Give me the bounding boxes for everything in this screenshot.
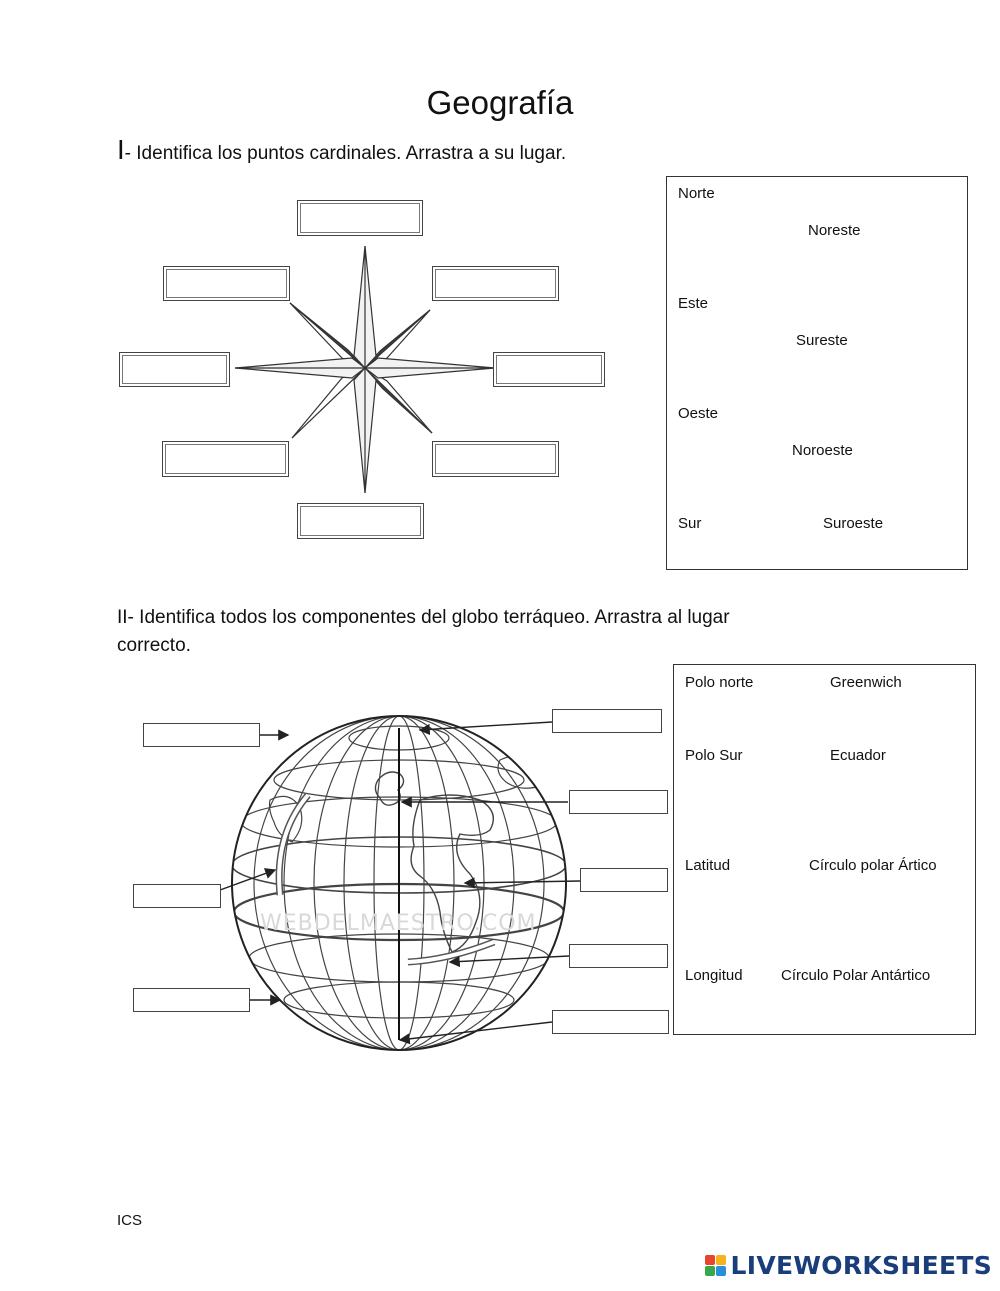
word-noreste[interactable]: Noreste — [808, 222, 861, 239]
compass-drop-west[interactable] — [119, 352, 230, 387]
globe-drop-4[interactable] — [580, 868, 668, 892]
word-ecuador[interactable]: Ecuador — [830, 747, 886, 764]
arrow-6 — [450, 956, 569, 962]
compass-point-se-light — [365, 368, 432, 433]
compass-drop-east[interactable] — [493, 352, 605, 387]
brand-logo-icon — [705, 1255, 726, 1276]
word-suroeste[interactable]: Suroeste — [823, 515, 884, 532]
section1-instruction — [117, 136, 566, 166]
globe-drop-1[interactable] — [143, 723, 260, 747]
word-circulo-polar-artico[interactable]: Círculo polar Ártico — [809, 857, 937, 874]
compass-drop-north[interactable] — [297, 200, 423, 236]
word-norte[interactable]: Norte — [678, 185, 715, 202]
word-bank-cardinal — [666, 176, 968, 570]
brand-name: LIVEWORKSHEETS — [730, 1251, 992, 1280]
watermark: WEBDELMAESTRO.COM — [260, 911, 537, 936]
globe-drop-8[interactable] — [552, 1010, 669, 1034]
globe-drop-6[interactable] — [569, 944, 668, 968]
word-circulo-polar-antartico[interactable]: Círculo Polar Antártico — [781, 967, 931, 984]
word-longitud[interactable]: Longitud — [685, 967, 743, 984]
compass-point-nw-light — [290, 303, 365, 368]
word-sur[interactable]: Sur — [678, 515, 702, 532]
footer-text: ICS — [117, 1212, 143, 1229]
globe-drop-2[interactable] — [552, 709, 662, 733]
word-sureste[interactable]: Sureste — [796, 332, 848, 349]
arrow-5 — [220, 870, 275, 890]
compass-drop-northwest[interactable] — [163, 266, 290, 301]
globe-drop-5[interactable] — [133, 884, 221, 908]
section1-prefix: I — [117, 136, 125, 166]
word-greenwich[interactable]: Greenwich — [830, 674, 902, 691]
word-polo-norte[interactable]: Polo norte — [685, 674, 754, 691]
section2-instruction-line1: II- Identifica todos los componentes del globo terráqueo. Arrastra al lugar — [117, 607, 730, 628]
section2-instruction-line2: correcto. — [117, 635, 191, 656]
page-title: Geografía — [426, 84, 574, 121]
word-noroeste[interactable]: Noroeste — [792, 442, 853, 459]
compass-drop-southeast[interactable] — [432, 441, 559, 477]
brand-logo[interactable] — [705, 1251, 992, 1280]
section2-instruction — [117, 604, 730, 660]
word-oeste[interactable]: Oeste — [678, 405, 719, 422]
globe-drop-3[interactable] — [569, 790, 668, 814]
globe-drop-7[interactable] — [133, 988, 250, 1012]
section1-instruction-text: - Identifica los puntos cardinales. Arrastra a su lugar. — [124, 143, 567, 164]
compass-drop-northeast[interactable] — [432, 266, 559, 301]
compass-drop-southwest[interactable] — [162, 441, 289, 477]
compass-drop-south[interactable] — [297, 503, 424, 539]
word-latitud[interactable]: Latitud — [685, 857, 731, 874]
word-bank-globe — [673, 664, 976, 1035]
compass-point-sw-light — [292, 368, 365, 438]
word-este[interactable]: Este — [678, 295, 709, 312]
word-polo-sur[interactable]: Polo Sur — [685, 747, 743, 764]
arrow-4 — [465, 881, 580, 883]
